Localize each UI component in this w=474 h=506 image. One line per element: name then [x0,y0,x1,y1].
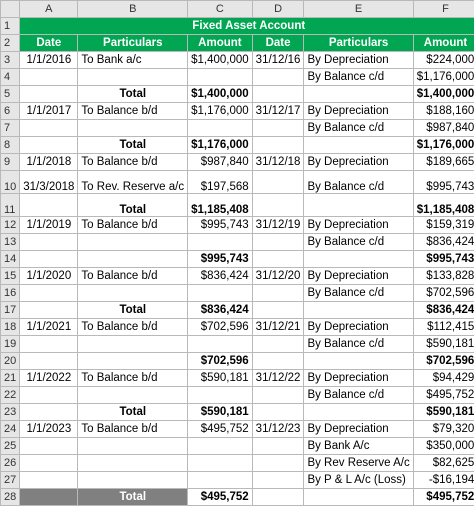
table-row [1,353,474,370]
row-header[interactable]: 5 [1,86,20,103]
cell-date[interactable] [20,438,78,455]
cell-amount[interactable]: $836,424 [413,302,474,319]
row-header[interactable]: 15 [1,268,20,285]
cell-date[interactable] [252,86,304,103]
cell-date[interactable] [252,404,304,421]
cell-date[interactable] [20,137,78,154]
cell-particulars[interactable]: Total [78,302,188,319]
cell-amount[interactable]: $495,752 [188,421,253,438]
row-header[interactable]: 7 [1,120,20,137]
table-row [1,404,474,421]
cell-particulars[interactable] [78,387,188,404]
cell-date[interactable] [20,336,78,353]
cell-amount[interactable]: $590,181 [188,370,253,387]
cell-amount[interactable]: $112,415 [413,319,474,336]
cell-amount[interactable]: $702,596 [188,319,253,336]
table-row [1,217,474,234]
title-row [1,18,474,35]
cell-particulars[interactable] [78,120,188,137]
row-header[interactable]: 25 [1,438,20,455]
cell-particulars[interactable] [78,234,188,251]
cell-particulars[interactable]: By Depreciation [304,268,413,285]
table-row [1,336,474,353]
table-row [1,69,474,86]
cell-amount[interactable]: $82,625 [413,455,474,472]
cell-date[interactable] [252,472,304,489]
row-header[interactable]: 23 [1,404,20,421]
cell-date[interactable] [252,194,304,217]
table-row [1,455,474,472]
cell-particulars[interactable] [78,336,188,353]
table-row [1,387,474,404]
cell-date[interactable] [252,489,304,506]
row-header[interactable]: 27 [1,472,20,489]
cell-particulars[interactable]: To Balance b/d [78,319,188,336]
cell-date[interactable] [252,285,304,302]
row-header[interactable]: 18 [1,319,20,336]
cell-date[interactable] [252,353,304,370]
cell-amount[interactable]: $995,743 [188,251,253,268]
table-row [1,120,474,137]
row-header[interactable]: 4 [1,69,20,86]
cell-amount[interactable] [188,234,253,251]
cell-particulars[interactable] [78,472,188,489]
row-header[interactable]: 21 [1,370,20,387]
cell-amount[interactable] [188,472,253,489]
column-header-d[interactable]: D [252,1,304,18]
cell-particulars[interactable] [78,69,188,86]
cell-date[interactable]: 1/1/2017 [20,103,78,120]
cell-particulars[interactable]: To Rev. Reserve a/c [78,171,188,194]
table-row [1,103,474,120]
cell-amount[interactable]: $350,000 [413,438,474,455]
cell-amount[interactable]: $1,176,000 [188,137,253,154]
cell-amount[interactable] [188,438,253,455]
cell-amount[interactable] [188,455,253,472]
cell-particulars[interactable] [78,285,188,302]
cell-particulars[interactable] [78,438,188,455]
sheet-title-cell[interactable]: Fixed Asset Account [20,18,474,35]
table-row [1,302,474,319]
row-header[interactable]: 16 [1,285,20,302]
cell-particulars[interactable] [304,489,413,506]
table-row [1,234,474,251]
cell-date[interactable] [20,455,78,472]
row-header[interactable]: 14 [1,251,20,268]
cell-amount[interactable]: $836,424 [188,268,253,285]
cell-date[interactable] [20,353,78,370]
cell-amount[interactable] [188,285,253,302]
table-row [1,154,474,171]
cell-particulars[interactable]: Total [78,86,188,103]
cell-date[interactable] [20,69,78,86]
cell-particulars[interactable]: By Depreciation [304,103,413,120]
cell-amount[interactable]: $590,181 [413,404,474,421]
cell-date[interactable]: 1/1/2022 [20,370,78,387]
header-cell-particulars[interactable]: Particulars [78,35,188,52]
cell-particulars[interactable] [304,137,413,154]
cell-amount[interactable]: $495,752 [413,387,474,404]
cell-date[interactable] [252,137,304,154]
cell-date[interactable]: 1/1/2016 [20,52,78,69]
cell-amount[interactable]: $188,160 [413,103,474,120]
row-header[interactable]: 6 [1,103,20,120]
column-header-b[interactable]: B [78,1,188,18]
cell-amount[interactable]: $995,743 [413,251,474,268]
cell-amount[interactable]: $995,743 [413,171,474,194]
cell-amount[interactable]: $1,176,000 [188,103,253,120]
cell-amount[interactable] [188,69,253,86]
row-header[interactable]: 12 [1,217,20,234]
row-header[interactable]: 9 [1,154,20,171]
cell-date[interactable] [252,234,304,251]
cell-date[interactable]: 31/3/2018 [20,171,78,194]
cell-amount[interactable]: $1,176,000 [413,69,474,86]
cell-particulars[interactable]: To Bank a/c [78,52,188,69]
cell-date[interactable]: 1/1/2019 [20,217,78,234]
cell-particulars[interactable] [78,455,188,472]
cell-particulars[interactable]: By Depreciation [304,421,413,438]
cell-amount[interactable]: -$16,194 [413,472,474,489]
cell-amount[interactable]: $224,000 [413,52,474,69]
cell-amount[interactable]: $495,752 [188,489,253,506]
cell-particulars[interactable] [304,86,413,103]
cell-amount[interactable] [188,120,253,137]
column-header-row [1,1,474,18]
cell-amount[interactable]: $94,429 [413,370,474,387]
cell-particulars[interactable]: To Balance b/d [78,154,188,171]
row-header[interactable]: 24 [1,421,20,438]
row-header[interactable]: 28 [1,489,20,506]
row-header[interactable]: 17 [1,302,20,319]
column-header-c[interactable]: C [188,1,253,18]
cell-date[interactable]: 1/1/2023 [20,421,78,438]
cell-date[interactable]: 1/1/2018 [20,154,78,171]
cell-particulars[interactable]: By Balance c/d [304,69,413,86]
cell-date[interactable] [252,69,304,86]
table-row [1,438,474,455]
cell-amount[interactable]: $987,840 [413,120,474,137]
cell-date[interactable]: 1/1/2021 [20,319,78,336]
cell-amount[interactable]: $987,840 [188,154,253,171]
cell-particulars[interactable]: By Depreciation [304,217,413,234]
cell-amount[interactable]: $590,181 [413,336,474,353]
cell-date[interactable] [20,302,78,319]
row-header[interactable]: 22 [1,387,20,404]
header-cell-amount[interactable]: Amount [188,35,253,52]
table-row [1,251,474,268]
table-row [1,137,474,154]
cell-amount[interactable]: $495,752 [413,489,474,506]
table-row [1,285,474,302]
cell-amount[interactable]: $702,596 [413,353,474,370]
table-row [1,194,474,217]
cell-date[interactable] [252,455,304,472]
cell-particulars[interactable] [304,353,413,370]
row-header[interactable]: 11 [1,194,20,217]
header-cell-date[interactable]: Date [20,35,78,52]
cell-amount[interactable]: $133,828 [413,268,474,285]
table-row [1,52,474,69]
table-row [1,421,474,438]
cell-particulars[interactable]: To Balance b/d [78,370,188,387]
cell-date[interactable] [252,336,304,353]
cell-amount[interactable]: $702,596 [188,353,253,370]
row-header[interactable]: 1 [1,18,20,35]
cell-particulars[interactable]: By Balance c/d [304,234,413,251]
cell-amount[interactable]: $590,181 [188,404,253,421]
cell-particulars[interactable] [304,404,413,421]
cell-particulars[interactable]: By P & L A/c (Loss) [304,472,413,489]
cell-date[interactable]: 31/12/20 [252,268,304,285]
cell-date[interactable] [20,86,78,103]
cell-amount[interactable]: $995,743 [188,217,253,234]
cell-amount[interactable]: $702,596 [413,285,474,302]
cell-particulars[interactable]: To Balance b/d [78,217,188,234]
table-row [1,489,474,506]
cell-particulars[interactable] [304,251,413,268]
cell-date[interactable]: 31/12/22 [252,370,304,387]
header-cell-date[interactable]: Date [252,35,304,52]
cell-date[interactable] [20,234,78,251]
cell-date[interactable] [20,404,78,421]
cell-particulars[interactable]: Total [78,137,188,154]
cell-date[interactable]: 31/12/23 [252,421,304,438]
cell-amount[interactable]: $159,319 [413,217,474,234]
row-header[interactable]: 10 [1,171,20,194]
cell-date[interactable] [20,472,78,489]
cell-amount[interactable]: $1,400,000 [413,86,474,103]
cell-amount[interactable]: $79,320 [413,421,474,438]
cell-amount[interactable]: $1,185,408 [188,194,253,217]
row-header[interactable]: 8 [1,137,20,154]
cell-date[interactable] [20,194,78,217]
cell-particulars[interactable]: By Rev Reserve A/c [304,455,413,472]
header-cell-amount[interactable]: Amount [413,35,474,52]
cell-particulars[interactable]: By Balance c/d [304,285,413,302]
cell-particulars[interactable]: To Balance b/d [78,268,188,285]
cell-particulars[interactable]: Total [78,489,188,506]
cell-amount[interactable] [188,336,253,353]
cell-amount[interactable]: $197,568 [188,171,253,194]
cell-date[interactable] [252,438,304,455]
cell-date[interactable] [20,285,78,302]
column-header-f[interactable]: F [413,1,474,18]
row-header[interactable]: 19 [1,336,20,353]
cell-date[interactable] [20,489,78,506]
table-header-row [1,35,474,52]
cell-particulars[interactable] [78,251,188,268]
cell-date[interactable]: 31/12/16 [252,52,304,69]
cell-particulars[interactable]: By Depreciation [304,52,413,69]
row-header[interactable]: 20 [1,353,20,370]
table-row [1,472,474,489]
row-header[interactable]: 3 [1,52,20,69]
cell-date[interactable]: 31/12/17 [252,103,304,120]
row-header[interactable]: 2 [1,35,20,52]
table-row [1,86,474,103]
cell-date[interactable] [20,120,78,137]
cell-particulars[interactable]: By Depreciation [304,154,413,171]
cell-particulars[interactable] [78,353,188,370]
cell-amount[interactable]: $1,400,000 [188,86,253,103]
row-header[interactable]: 26 [1,455,20,472]
table-row [1,171,474,194]
cell-amount[interactable] [188,387,253,404]
cell-date[interactable]: 31/12/19 [252,217,304,234]
cell-date[interactable]: 1/1/2020 [20,268,78,285]
select-all-corner[interactable] [1,1,20,18]
cell-particulars[interactable]: By Balance c/d [304,171,413,194]
cell-amount[interactable]: $1,400,000 [188,52,253,69]
cell-particulars[interactable]: By Depreciation [304,370,413,387]
row-header[interactable]: 13 [1,234,20,251]
cell-particulars[interactable]: To Balance b/d [78,103,188,120]
cell-amount[interactable]: $836,424 [188,302,253,319]
cell-particulars[interactable]: By Depreciation [304,319,413,336]
cell-particulars[interactable] [304,194,413,217]
cell-date[interactable] [20,251,78,268]
cell-date[interactable] [252,171,304,194]
cell-amount[interactable]: $1,185,408 [413,194,474,217]
header-cell-particulars[interactable]: Particulars [304,35,413,52]
cell-date[interactable] [252,251,304,268]
table-row [1,370,474,387]
column-header-a[interactable]: A [20,1,78,18]
cell-particulars[interactable]: To Balance b/d [78,421,188,438]
cell-date[interactable] [20,387,78,404]
cell-particulars[interactable]: By Balance c/d [304,387,413,404]
cell-amount[interactable]: $836,424 [413,234,474,251]
table-row [1,268,474,285]
cell-date[interactable] [252,120,304,137]
cell-amount[interactable]: $189,665 [413,154,474,171]
cell-date[interactable] [252,302,304,319]
cell-date[interactable]: 31/12/21 [252,319,304,336]
cell-particulars[interactable] [304,302,413,319]
cell-particulars[interactable]: By Bank A/c [304,438,413,455]
cell-particulars[interactable]: By Balance c/d [304,120,413,137]
cell-particulars[interactable]: By Balance c/d [304,336,413,353]
table-row [1,319,474,336]
cell-particulars[interactable]: Total [78,194,188,217]
cell-date[interactable] [252,387,304,404]
column-header-e[interactable]: E [304,1,413,18]
cell-particulars[interactable]: Total [78,404,188,421]
cell-date[interactable]: 31/12/18 [252,154,304,171]
cell-amount[interactable]: $1,176,000 [413,137,474,154]
